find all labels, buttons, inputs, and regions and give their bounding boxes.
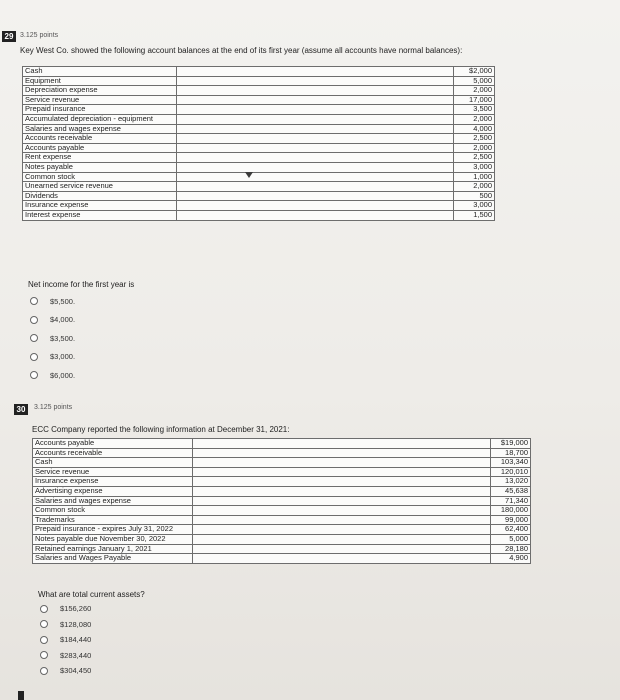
- radio-button-icon[interactable]: [30, 353, 38, 361]
- question-29-number: 29: [2, 31, 16, 42]
- account-spacer: [177, 162, 454, 172]
- account-name: Insurance expense: [23, 201, 177, 211]
- account-value: 3,000: [454, 162, 495, 172]
- account-name: Retained earnings January 1, 2021: [33, 544, 193, 554]
- question-30-question: What are total current assets?: [38, 590, 145, 599]
- account-name: Service revenue: [23, 95, 177, 105]
- answer-option-label: $3,000.: [50, 352, 76, 362]
- account-spacer: [193, 515, 491, 525]
- account-row: [33, 448, 531, 458]
- account-value: 5,000: [491, 534, 531, 544]
- account-value: 17,000: [454, 95, 495, 105]
- account-spacer: [177, 201, 454, 211]
- radio-button-icon[interactable]: [30, 316, 38, 324]
- account-name: Salaries and wages expense: [33, 496, 193, 506]
- page-corner-icon: [18, 691, 24, 700]
- account-row: [33, 486, 531, 496]
- account-value: 71,340: [491, 496, 531, 506]
- account-value: $2,000: [454, 67, 495, 77]
- account-row: [23, 182, 495, 192]
- account-name: Common stock: [23, 172, 177, 182]
- question-29-prompt: Key West Co. showed the following account balances at the end of its first year (assume all accounts have normal balances):: [20, 46, 463, 55]
- account-row: [23, 201, 495, 211]
- account-value: 28,180: [491, 544, 531, 554]
- answer-option[interactable]: [40, 648, 91, 664]
- account-row: [23, 172, 495, 182]
- account-value: $19,000: [491, 439, 531, 449]
- account-spacer: [193, 458, 491, 468]
- answer-option[interactable]: [40, 632, 91, 648]
- account-value: 13,020: [491, 477, 531, 487]
- account-value: 103,340: [491, 458, 531, 468]
- account-value: 18,700: [491, 448, 531, 458]
- answer-option-label: $156,260: [60, 604, 92, 614]
- account-spacer: [177, 210, 454, 220]
- account-row: [23, 162, 495, 172]
- account-value: 2,000: [454, 86, 495, 96]
- account-value: 120,010: [491, 467, 531, 477]
- account-spacer: [177, 67, 454, 77]
- answer-option[interactable]: [30, 348, 75, 367]
- account-name: Notes payable due November 30, 2022: [33, 534, 193, 544]
- account-value: 3,500: [454, 105, 495, 115]
- answer-option[interactable]: [40, 601, 91, 617]
- account-name: Accounts payable: [33, 439, 193, 449]
- answer-option[interactable]: [30, 366, 75, 385]
- answer-option-label: $283,440: [60, 650, 92, 660]
- account-name: Rent expense: [23, 153, 177, 163]
- question-30-options: [40, 601, 91, 679]
- account-name: Trademarks: [33, 515, 193, 525]
- answer-option[interactable]: [40, 617, 91, 633]
- cursor-icon: [245, 172, 253, 178]
- answer-option-label: $6,000.: [50, 370, 76, 380]
- account-row: [33, 439, 531, 449]
- account-name: Equipment: [23, 76, 177, 86]
- account-spacer: [177, 86, 454, 96]
- account-spacer: [193, 448, 491, 458]
- question-29-account-table: [22, 66, 495, 221]
- account-value: 500: [454, 191, 495, 201]
- account-name: Salaries and wages expense: [23, 124, 177, 134]
- account-spacer: [193, 534, 491, 544]
- account-value: 1,000: [454, 172, 495, 182]
- question-30-account-table: [32, 438, 531, 564]
- account-value: 1,500: [454, 210, 495, 220]
- account-row: [23, 134, 495, 144]
- account-spacer: [193, 467, 491, 477]
- account-value: 62,400: [491, 525, 531, 535]
- account-name: Accounts payable: [23, 143, 177, 153]
- question-29-points: 3.125 points: [20, 32, 59, 39]
- account-spacer: [193, 439, 491, 449]
- account-value: 2,500: [454, 153, 495, 163]
- account-row: [33, 458, 531, 468]
- account-spacer: [177, 124, 454, 134]
- account-row: [33, 515, 531, 525]
- account-row: [33, 477, 531, 487]
- account-value: 3,000: [454, 201, 495, 211]
- account-name: Interest expense: [23, 210, 177, 220]
- account-name: Accumulated depreciation - equipment: [23, 114, 177, 124]
- radio-button-icon[interactable]: [40, 636, 48, 644]
- radio-button-icon[interactable]: [40, 605, 48, 613]
- account-name: Accounts receivable: [23, 134, 177, 144]
- account-name: Service revenue: [33, 467, 193, 477]
- account-row: [33, 506, 531, 516]
- answer-option[interactable]: [30, 292, 75, 311]
- account-row: [33, 534, 531, 544]
- account-spacer: [193, 554, 491, 564]
- account-spacer: [177, 134, 454, 144]
- account-spacer: [177, 143, 454, 153]
- account-name: Salaries and Wages Payable: [33, 554, 193, 564]
- account-name: Insurance expense: [33, 477, 193, 487]
- account-row: [23, 153, 495, 163]
- radio-button-icon[interactable]: [30, 297, 38, 305]
- account-row: [23, 86, 495, 96]
- account-spacer: [177, 76, 454, 86]
- account-row: [23, 143, 495, 153]
- account-row: [23, 114, 495, 124]
- question-29-options: [30, 292, 75, 385]
- account-value: 180,000: [491, 506, 531, 516]
- account-value: 2,000: [454, 143, 495, 153]
- account-spacer: [177, 105, 454, 115]
- radio-button-icon[interactable]: [40, 667, 48, 675]
- account-value: 2,500: [454, 134, 495, 144]
- question-29-question: Net income for the first year is: [28, 280, 135, 289]
- account-name: Notes payable: [23, 162, 177, 172]
- answer-option[interactable]: [40, 663, 91, 679]
- account-row: [23, 124, 495, 134]
- answer-option-label: $5,500.: [50, 296, 76, 306]
- account-value: 4,900: [491, 554, 531, 564]
- account-row: [23, 105, 495, 115]
- account-name: Depreciation expense: [23, 86, 177, 96]
- account-row: [33, 496, 531, 506]
- account-value: 2,000: [454, 182, 495, 192]
- account-spacer: [193, 544, 491, 554]
- answer-option-label: $4,000.: [50, 315, 76, 325]
- radio-button-icon[interactable]: [30, 371, 38, 379]
- account-row: [23, 67, 495, 77]
- account-name: Prepaid insurance - expires July 31, 2022: [33, 525, 193, 535]
- account-spacer: [193, 525, 491, 535]
- question-30-points: 3.125 points: [34, 404, 73, 411]
- account-spacer: [193, 506, 491, 516]
- account-row: [23, 210, 495, 220]
- answer-option[interactable]: [30, 311, 75, 330]
- account-row: [23, 191, 495, 201]
- radio-button-icon[interactable]: [40, 620, 48, 628]
- account-spacer: [177, 153, 454, 163]
- account-spacer: [177, 182, 454, 192]
- radio-button-icon[interactable]: [30, 334, 38, 342]
- account-spacer: [177, 114, 454, 124]
- account-spacer: [177, 191, 454, 201]
- answer-option-label: $128,080: [60, 619, 92, 629]
- answer-option[interactable]: [30, 329, 75, 348]
- account-spacer: [177, 95, 454, 105]
- account-spacer: [193, 486, 491, 496]
- account-row: [23, 76, 495, 86]
- account-row: [33, 554, 531, 564]
- account-spacer: [193, 477, 491, 487]
- answer-option-label: $184,440: [60, 635, 92, 645]
- account-spacer: [177, 172, 454, 182]
- account-row: [33, 467, 531, 477]
- account-name: Dividends: [23, 191, 177, 201]
- account-row: [23, 95, 495, 105]
- account-name: Advertising expense: [33, 486, 193, 496]
- account-name: Cash: [23, 67, 177, 77]
- account-value: 5,000: [454, 76, 495, 86]
- account-name: Prepaid insurance: [23, 105, 177, 115]
- account-spacer: [193, 496, 491, 506]
- account-name: Unearned service revenue: [23, 182, 177, 192]
- account-row: [33, 525, 531, 535]
- account-name: Accounts receivable: [33, 448, 193, 458]
- question-30-number: 30: [14, 404, 28, 415]
- answer-option-label: $304,450: [60, 666, 92, 676]
- answer-option-label: $3,500.: [50, 333, 76, 343]
- question-30-prompt: ECC Company reported the following information at December 31, 2021:: [32, 425, 290, 434]
- account-value: 4,000: [454, 124, 495, 134]
- radio-button-icon[interactable]: [40, 651, 48, 659]
- account-value: 45,638: [491, 486, 531, 496]
- account-name: Cash: [33, 458, 193, 468]
- account-name: Common stock: [33, 506, 193, 516]
- account-value: 2,000: [454, 114, 495, 124]
- account-value: 99,000: [491, 515, 531, 525]
- account-row: [33, 544, 531, 554]
